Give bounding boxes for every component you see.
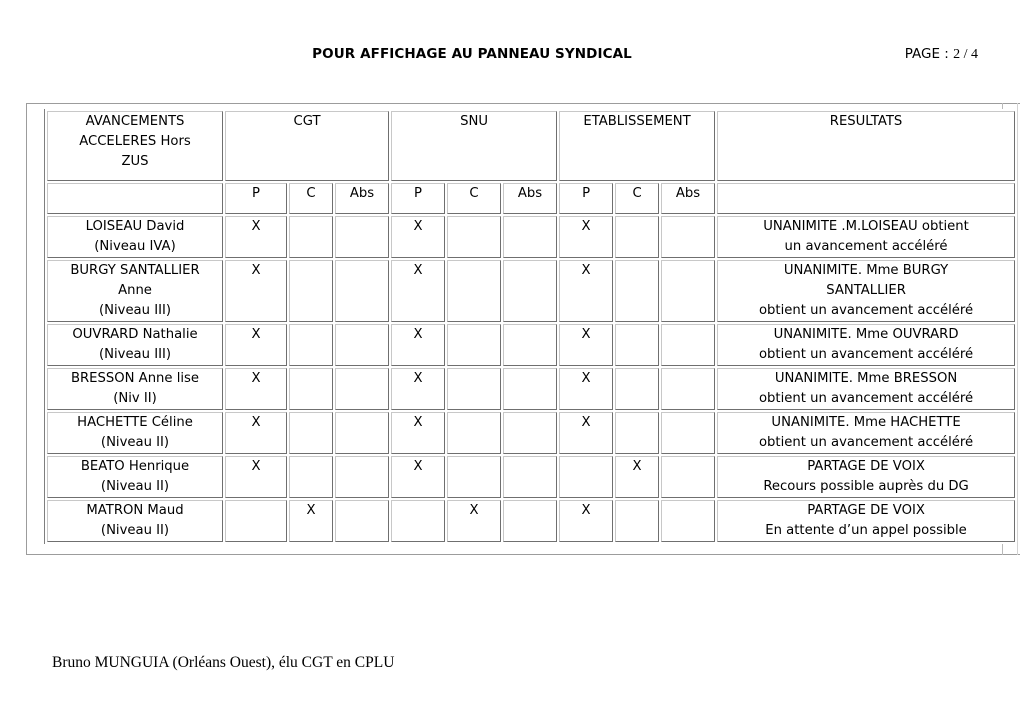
table-row <box>47 368 1015 410</box>
result-cell <box>717 260 1015 322</box>
employee-name-cell <box>47 260 223 322</box>
result-line: UNANIMITE. Mme HACHETTE <box>771 415 961 430</box>
vote-mark-cell <box>335 412 389 454</box>
result-line: PARTAGE DE VOIX <box>807 503 925 518</box>
vote-mark-cell <box>289 456 333 498</box>
vote-mark-cell <box>615 500 659 542</box>
vote-mark-cell <box>503 500 557 542</box>
page-indicator <box>905 46 978 63</box>
subheader-empty <box>47 183 223 214</box>
result-line: UNANIMITE. Mme OUVRARD <box>773 327 959 342</box>
vote-mark-cell: X <box>559 368 613 410</box>
table-subheader-row <box>47 183 1015 214</box>
vote-mark-cell <box>661 412 715 454</box>
vote-mark-cell: X <box>391 216 445 258</box>
vote-mark-cell <box>447 412 501 454</box>
subheader-snu-c: C <box>447 183 501 214</box>
result-cell <box>717 324 1015 366</box>
vote-mark-cell: X <box>225 412 287 454</box>
table-row <box>47 412 1015 454</box>
employee-name-cell <box>47 412 223 454</box>
employee-name-line: (Niv II) <box>113 391 157 406</box>
vote-mark-cell <box>447 216 501 258</box>
table-row <box>47 500 1015 542</box>
vote-mark-cell <box>335 260 389 322</box>
vote-mark-cell: X <box>391 368 445 410</box>
vote-mark-cell <box>447 324 501 366</box>
subheader-etab-c: C <box>615 183 659 214</box>
employee-name-cell <box>47 324 223 366</box>
table-row <box>47 260 1015 322</box>
employee-name-line: HACHETTE Céline <box>77 415 193 430</box>
result-line: un avancement accéléré <box>784 239 948 254</box>
vote-mark-cell <box>289 260 333 322</box>
subheader-cgt-abs: Abs <box>335 183 389 214</box>
subheader-snu-abs: Abs <box>503 183 557 214</box>
vote-mark-cell: X <box>391 324 445 366</box>
vote-mark-cell <box>335 324 389 366</box>
employee-name-cell <box>47 216 223 258</box>
subheader-results-empty <box>717 183 1015 214</box>
header-line: ACCELERES Hors <box>79 134 191 149</box>
vote-mark-cell <box>335 456 389 498</box>
result-line: obtient un avancement accéléré <box>758 391 974 406</box>
vote-mark-cell <box>503 260 557 322</box>
employee-name-line: (Niveau II) <box>100 523 170 538</box>
employee-name-line: (Niveau III) <box>98 303 172 318</box>
vote-mark-cell: X <box>225 324 287 366</box>
vote-mark-cell: X <box>225 456 287 498</box>
vote-mark-cell <box>661 216 715 258</box>
vote-mark-cell <box>615 260 659 322</box>
vote-mark-cell: X <box>615 456 659 498</box>
vote-mark-cell: X <box>559 216 613 258</box>
footer-signature: Bruno MUNGUIA (Orléans Ouest), élu CGT en CPLU <box>52 654 395 671</box>
vote-mark-cell <box>335 368 389 410</box>
employee-name-line: Anne <box>118 283 152 298</box>
vote-mark-cell <box>289 324 333 366</box>
header-snu: SNU <box>391 111 557 181</box>
subheader-etab-p: P <box>559 183 613 214</box>
subheader-cgt-p: P <box>225 183 287 214</box>
document-title: POUR AFFICHAGE AU PANNEAU SYNDICAL <box>312 46 632 62</box>
subheader-etab-abs: Abs <box>661 183 715 214</box>
vote-mark-cell: X <box>559 324 613 366</box>
subheader-cgt-c: C <box>289 183 333 214</box>
result-cell <box>717 216 1015 258</box>
result-cell <box>717 412 1015 454</box>
table-row <box>47 216 1015 258</box>
header-cgt: CGT <box>225 111 389 181</box>
vote-mark-cell <box>503 324 557 366</box>
vote-mark-cell <box>335 216 389 258</box>
vote-mark-cell: X <box>225 368 287 410</box>
vote-mark-cell: X <box>559 260 613 322</box>
vote-mark-cell <box>661 324 715 366</box>
employee-name-line: BRESSON Anne lise <box>70 371 200 386</box>
vote-mark-cell <box>503 456 557 498</box>
result-cell <box>717 456 1015 498</box>
vote-mark-cell <box>391 500 445 542</box>
vote-mark-cell <box>559 456 613 498</box>
frame-edge-outer <box>1017 103 1018 555</box>
employee-name-line: (Niveau IVA) <box>94 239 176 254</box>
employee-name-line: OUVRARD Nathalie <box>72 327 198 342</box>
employee-name-cell <box>47 500 223 542</box>
page-label: PAGE : <box>904 46 954 62</box>
table-header-row <box>47 111 1015 181</box>
vote-mark-cell <box>289 412 333 454</box>
header-line: ZUS <box>121 154 149 169</box>
employee-name-cell <box>47 368 223 410</box>
vote-mark-cell: X <box>391 412 445 454</box>
employee-name-cell <box>47 456 223 498</box>
result-line: obtient un avancement accéléré <box>758 435 974 450</box>
result-line: obtient un avancement accéléré <box>758 303 974 318</box>
vote-mark-cell <box>615 324 659 366</box>
table-row <box>47 324 1015 366</box>
employee-name-line: BURGY SANTALLIER <box>70 263 200 278</box>
vote-mark-cell <box>447 456 501 498</box>
header-line: AVANCEMENTS <box>85 114 185 129</box>
vote-mark-cell: X <box>225 216 287 258</box>
employee-name-line: (Niveau II) <box>100 435 170 450</box>
vote-mark-cell <box>615 216 659 258</box>
vote-mark-cell: X <box>559 412 613 454</box>
vote-mark-cell <box>615 368 659 410</box>
result-line: PARTAGE DE VOIX <box>807 459 925 474</box>
vote-mark-cell <box>661 500 715 542</box>
vote-mark-cell <box>661 368 715 410</box>
header-advancements <box>47 111 223 181</box>
vote-mark-cell <box>225 500 287 542</box>
vote-mark-cell <box>289 216 333 258</box>
result-line: UNANIMITE. Mme BRESSON <box>774 371 958 386</box>
page-number: 2 / 4 <box>953 47 978 62</box>
vote-mark-cell: X <box>559 500 613 542</box>
employee-name-line: (Niveau II) <box>100 479 170 494</box>
employee-name-line: (Niveau III) <box>98 347 172 362</box>
vote-mark-cell: X <box>225 260 287 322</box>
vote-mark-cell <box>503 216 557 258</box>
vote-mark-cell: X <box>391 260 445 322</box>
result-line: En attente d’un appel possible <box>765 523 967 538</box>
subheader-snu-p: P <box>391 183 445 214</box>
employee-name-line: LOISEAU David <box>85 219 185 234</box>
result-line: UNANIMITE. Mme BURGY <box>783 263 949 278</box>
vote-mark-cell <box>503 412 557 454</box>
vote-mark-cell: X <box>447 500 501 542</box>
vote-mark-cell <box>289 368 333 410</box>
header-etablissement: ETABLISSEMENT <box>559 111 715 181</box>
results-table <box>44 109 1017 544</box>
vote-mark-cell <box>503 368 557 410</box>
result-line: Recours possible auprès du DG <box>763 479 969 494</box>
header-resultats: RESULTATS <box>717 111 1015 181</box>
table-row <box>47 456 1015 498</box>
vote-mark-cell <box>661 456 715 498</box>
vote-mark-cell: X <box>289 500 333 542</box>
vote-mark-cell <box>335 500 389 542</box>
employee-name-line: BEATO Henrique <box>80 459 190 474</box>
vote-mark-cell <box>615 412 659 454</box>
result-line: UNANIMITE .M.LOISEAU obtient <box>763 219 969 234</box>
vote-mark-cell <box>447 368 501 410</box>
vote-mark-cell <box>447 260 501 322</box>
result-line: obtient un avancement accéléré <box>758 347 974 362</box>
result-line: SANTALLIER <box>826 283 906 298</box>
result-cell <box>717 368 1015 410</box>
vote-mark-cell: X <box>391 456 445 498</box>
employee-name-line: MATRON Maud <box>86 503 184 518</box>
result-cell <box>717 500 1015 542</box>
vote-mark-cell <box>661 260 715 322</box>
